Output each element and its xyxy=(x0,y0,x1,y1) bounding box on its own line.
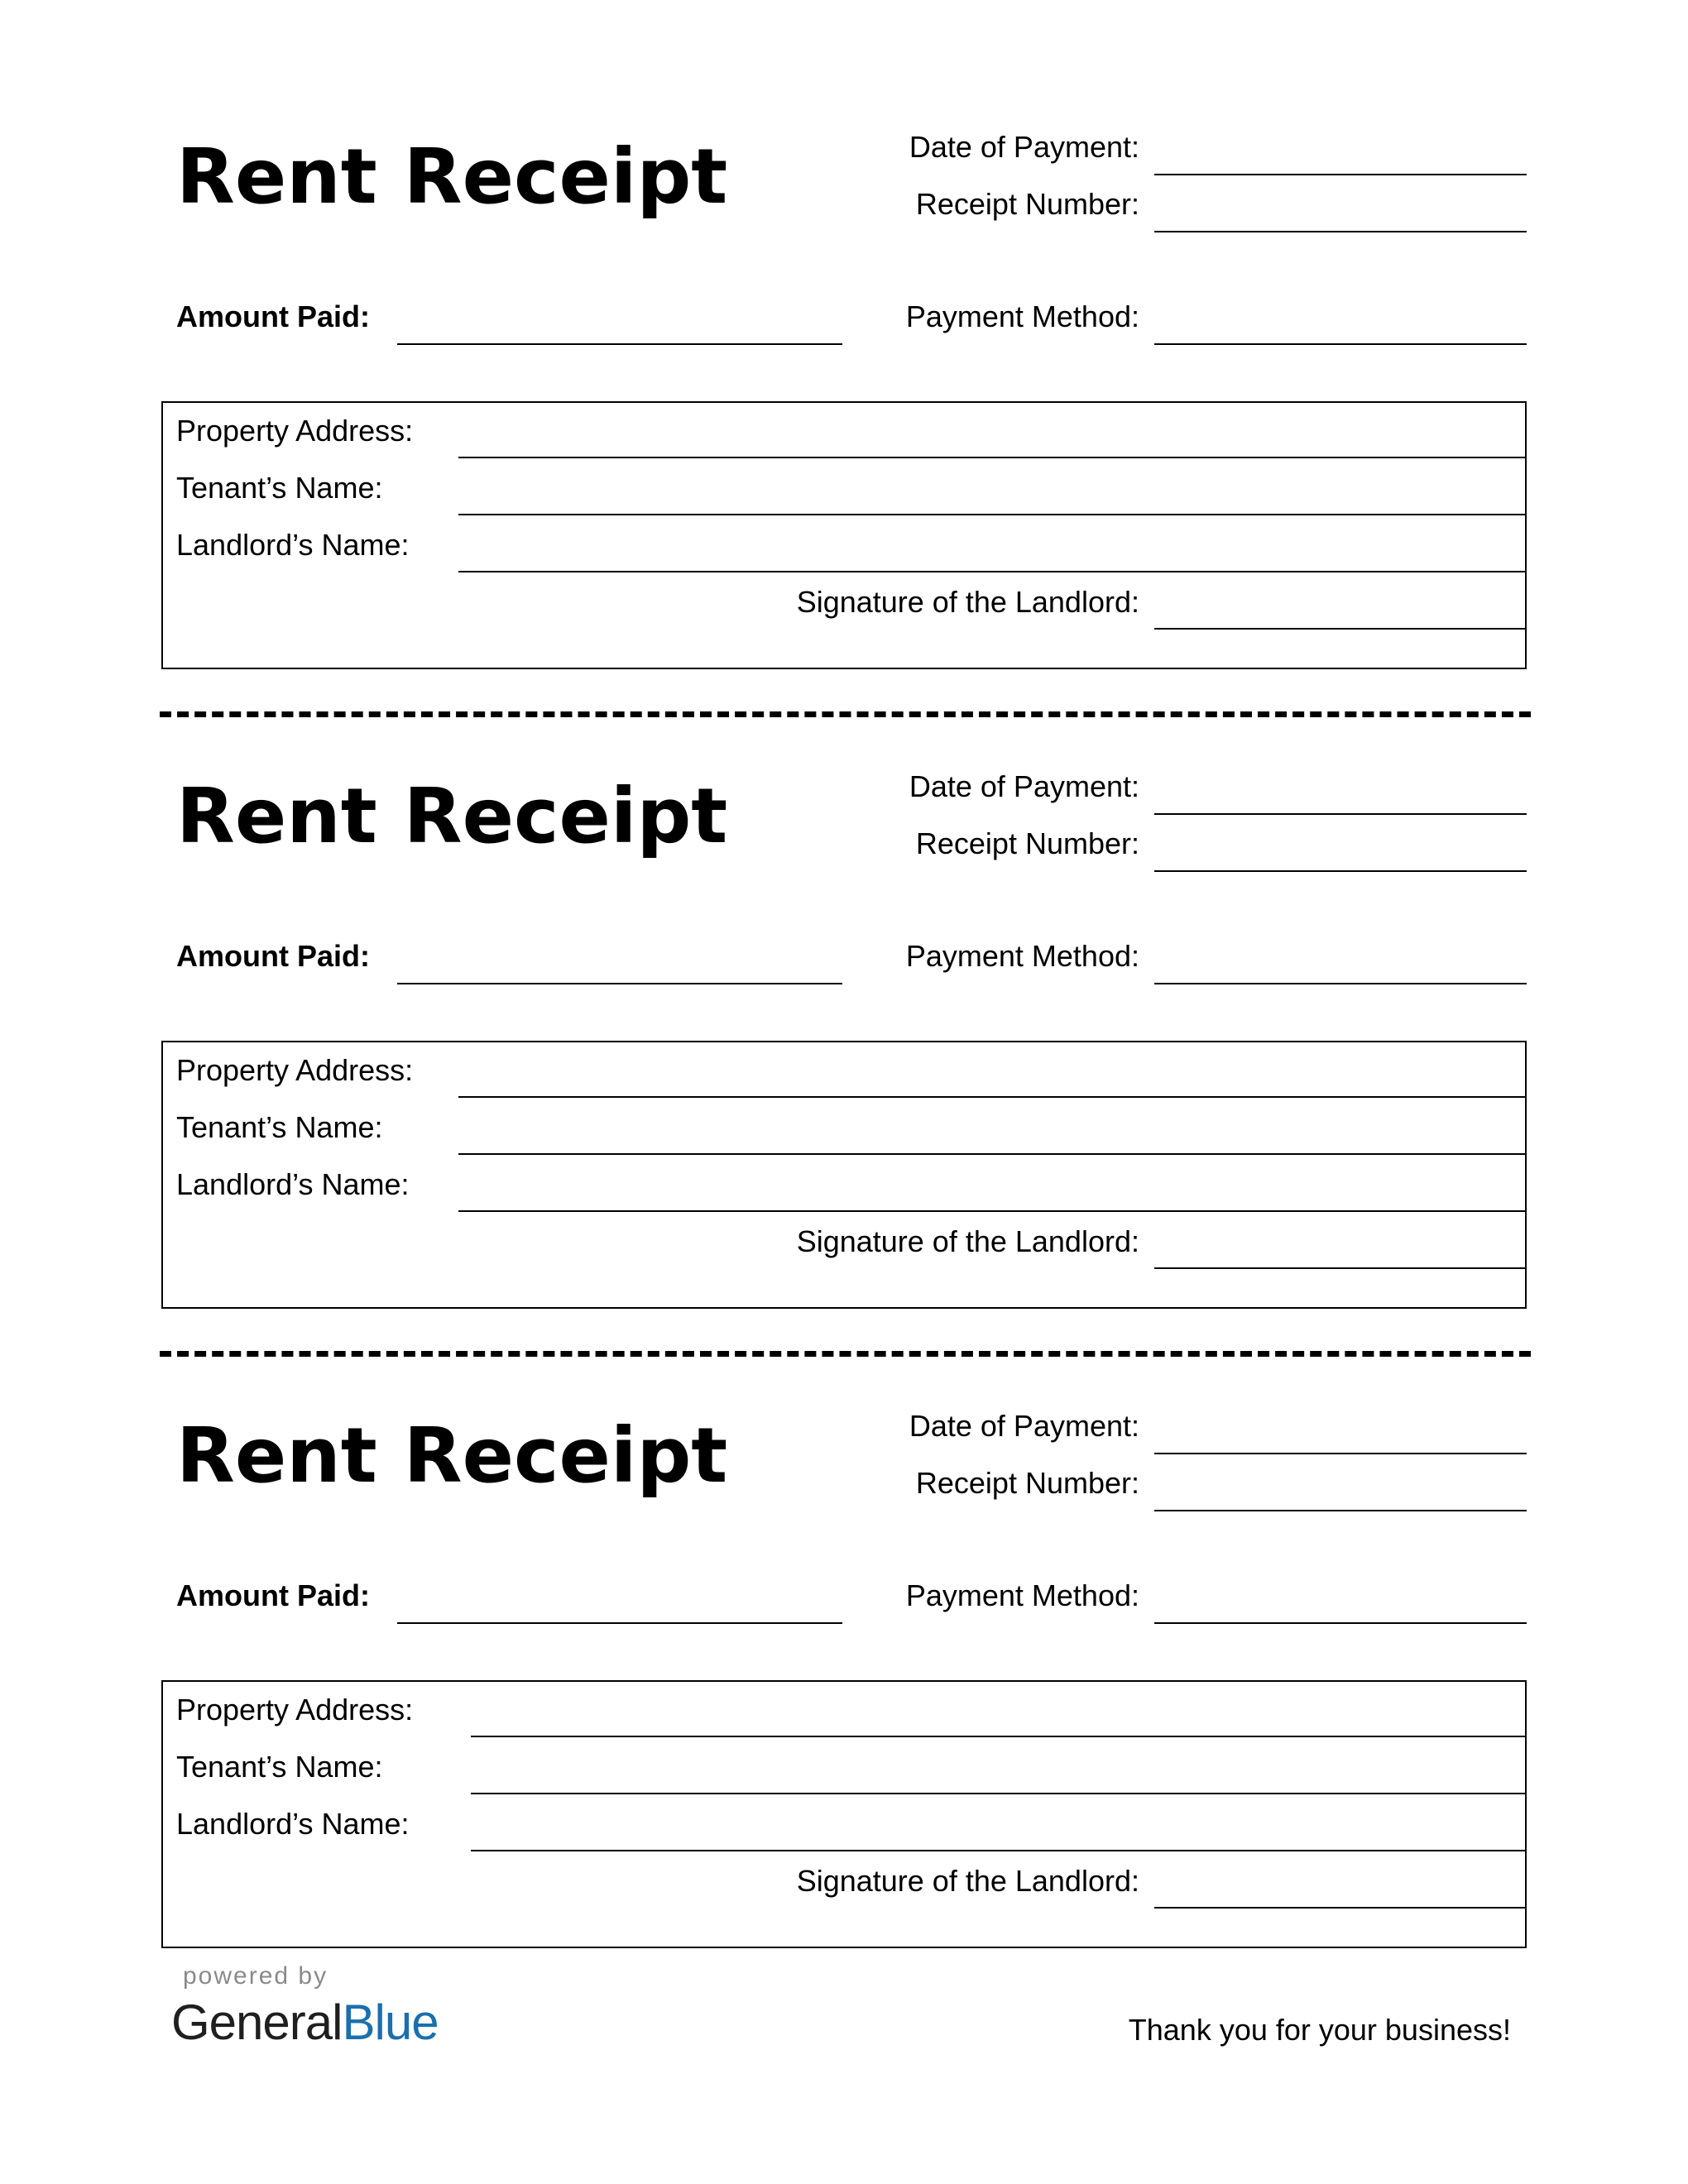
receipt-title: Rent Receipt xyxy=(176,132,728,221)
signature-field[interactable] xyxy=(1154,1267,1527,1269)
date-of-payment-field[interactable] xyxy=(1154,174,1527,175)
receipt-number-label: Receipt Number: xyxy=(915,1466,1139,1500)
property-address-field[interactable] xyxy=(458,457,1527,458)
landlord-name-field[interactable] xyxy=(458,571,1527,572)
signature-label: Signature of the Landlord: xyxy=(796,1224,1139,1258)
date-of-payment-label: Date of Payment: xyxy=(909,1409,1139,1443)
receipt-title: Rent Receipt xyxy=(176,772,728,860)
date-of-payment-field[interactable] xyxy=(1154,1453,1527,1454)
landlord-name-field[interactable] xyxy=(458,1210,1527,1212)
brand-general-text: General xyxy=(171,1995,343,2050)
payment-method-field[interactable] xyxy=(1154,1622,1527,1624)
tenant-name-field[interactable] xyxy=(458,514,1527,515)
powered-by-text: powered by xyxy=(183,1962,328,1990)
receipt-number-label: Receipt Number: xyxy=(915,826,1139,860)
signature-field[interactable] xyxy=(1154,628,1527,630)
payment-method-label: Payment Method: xyxy=(905,299,1139,333)
date-of-payment-label: Date of Payment: xyxy=(909,769,1139,803)
date-of-payment-label: Date of Payment: xyxy=(909,130,1139,164)
property-address-label: Property Address: xyxy=(176,414,414,448)
amount-paid-label: Amount Paid: xyxy=(176,299,370,333)
tenant-name-label: Tenant’s Name: xyxy=(176,1110,383,1144)
property-address-label: Property Address: xyxy=(176,1693,414,1727)
amount-paid-field[interactable] xyxy=(397,1622,842,1624)
signature-label: Signature of the Landlord: xyxy=(796,1864,1139,1898)
tenant-name-field[interactable] xyxy=(471,1793,1527,1794)
landlord-name-label: Landlord’s Name: xyxy=(176,528,410,562)
receipt-number-field[interactable] xyxy=(1154,231,1527,232)
landlord-name-label: Landlord’s Name: xyxy=(176,1807,410,1841)
payment-method-label: Payment Method: xyxy=(905,939,1139,973)
amount-paid-field[interactable] xyxy=(397,343,842,345)
signature-label: Signature of the Landlord: xyxy=(796,585,1139,619)
rent-receipt-2 xyxy=(0,639,1688,1258)
amount-paid-label: Amount Paid: xyxy=(176,1578,370,1612)
tenant-name-label: Tenant’s Name: xyxy=(176,1750,383,1784)
thank-you-text: Thank you for your business! xyxy=(1128,2013,1511,2047)
generalblue-logo xyxy=(171,1994,439,2051)
receipt-title: Rent Receipt xyxy=(176,1411,728,1500)
receipt-number-field[interactable] xyxy=(1154,1510,1527,1511)
receipt-number-field[interactable] xyxy=(1154,870,1527,872)
amount-paid-label: Amount Paid: xyxy=(176,939,370,973)
signature-field[interactable] xyxy=(1154,1907,1527,1909)
payment-method-field[interactable] xyxy=(1154,343,1527,345)
payment-method-label: Payment Method: xyxy=(905,1578,1139,1612)
landlord-name-label: Landlord’s Name: xyxy=(176,1167,410,1201)
property-address-field[interactable] xyxy=(458,1096,1527,1098)
property-address-field[interactable] xyxy=(471,1736,1527,1737)
rent-receipt-1 xyxy=(0,0,1688,619)
receipt-number-label: Receipt Number: xyxy=(915,187,1139,221)
brand-blue-text: Blue xyxy=(342,1995,439,2050)
payment-method-field[interactable] xyxy=(1154,983,1527,984)
date-of-payment-field[interactable] xyxy=(1154,813,1527,815)
landlord-name-field[interactable] xyxy=(471,1850,1527,1851)
amount-paid-field[interactable] xyxy=(397,983,842,984)
tenant-name-field[interactable] xyxy=(458,1153,1527,1155)
rent-receipt-3 xyxy=(0,1279,1688,1898)
tenant-name-label: Tenant’s Name: xyxy=(176,471,383,505)
property-address-label: Property Address: xyxy=(176,1053,414,1087)
